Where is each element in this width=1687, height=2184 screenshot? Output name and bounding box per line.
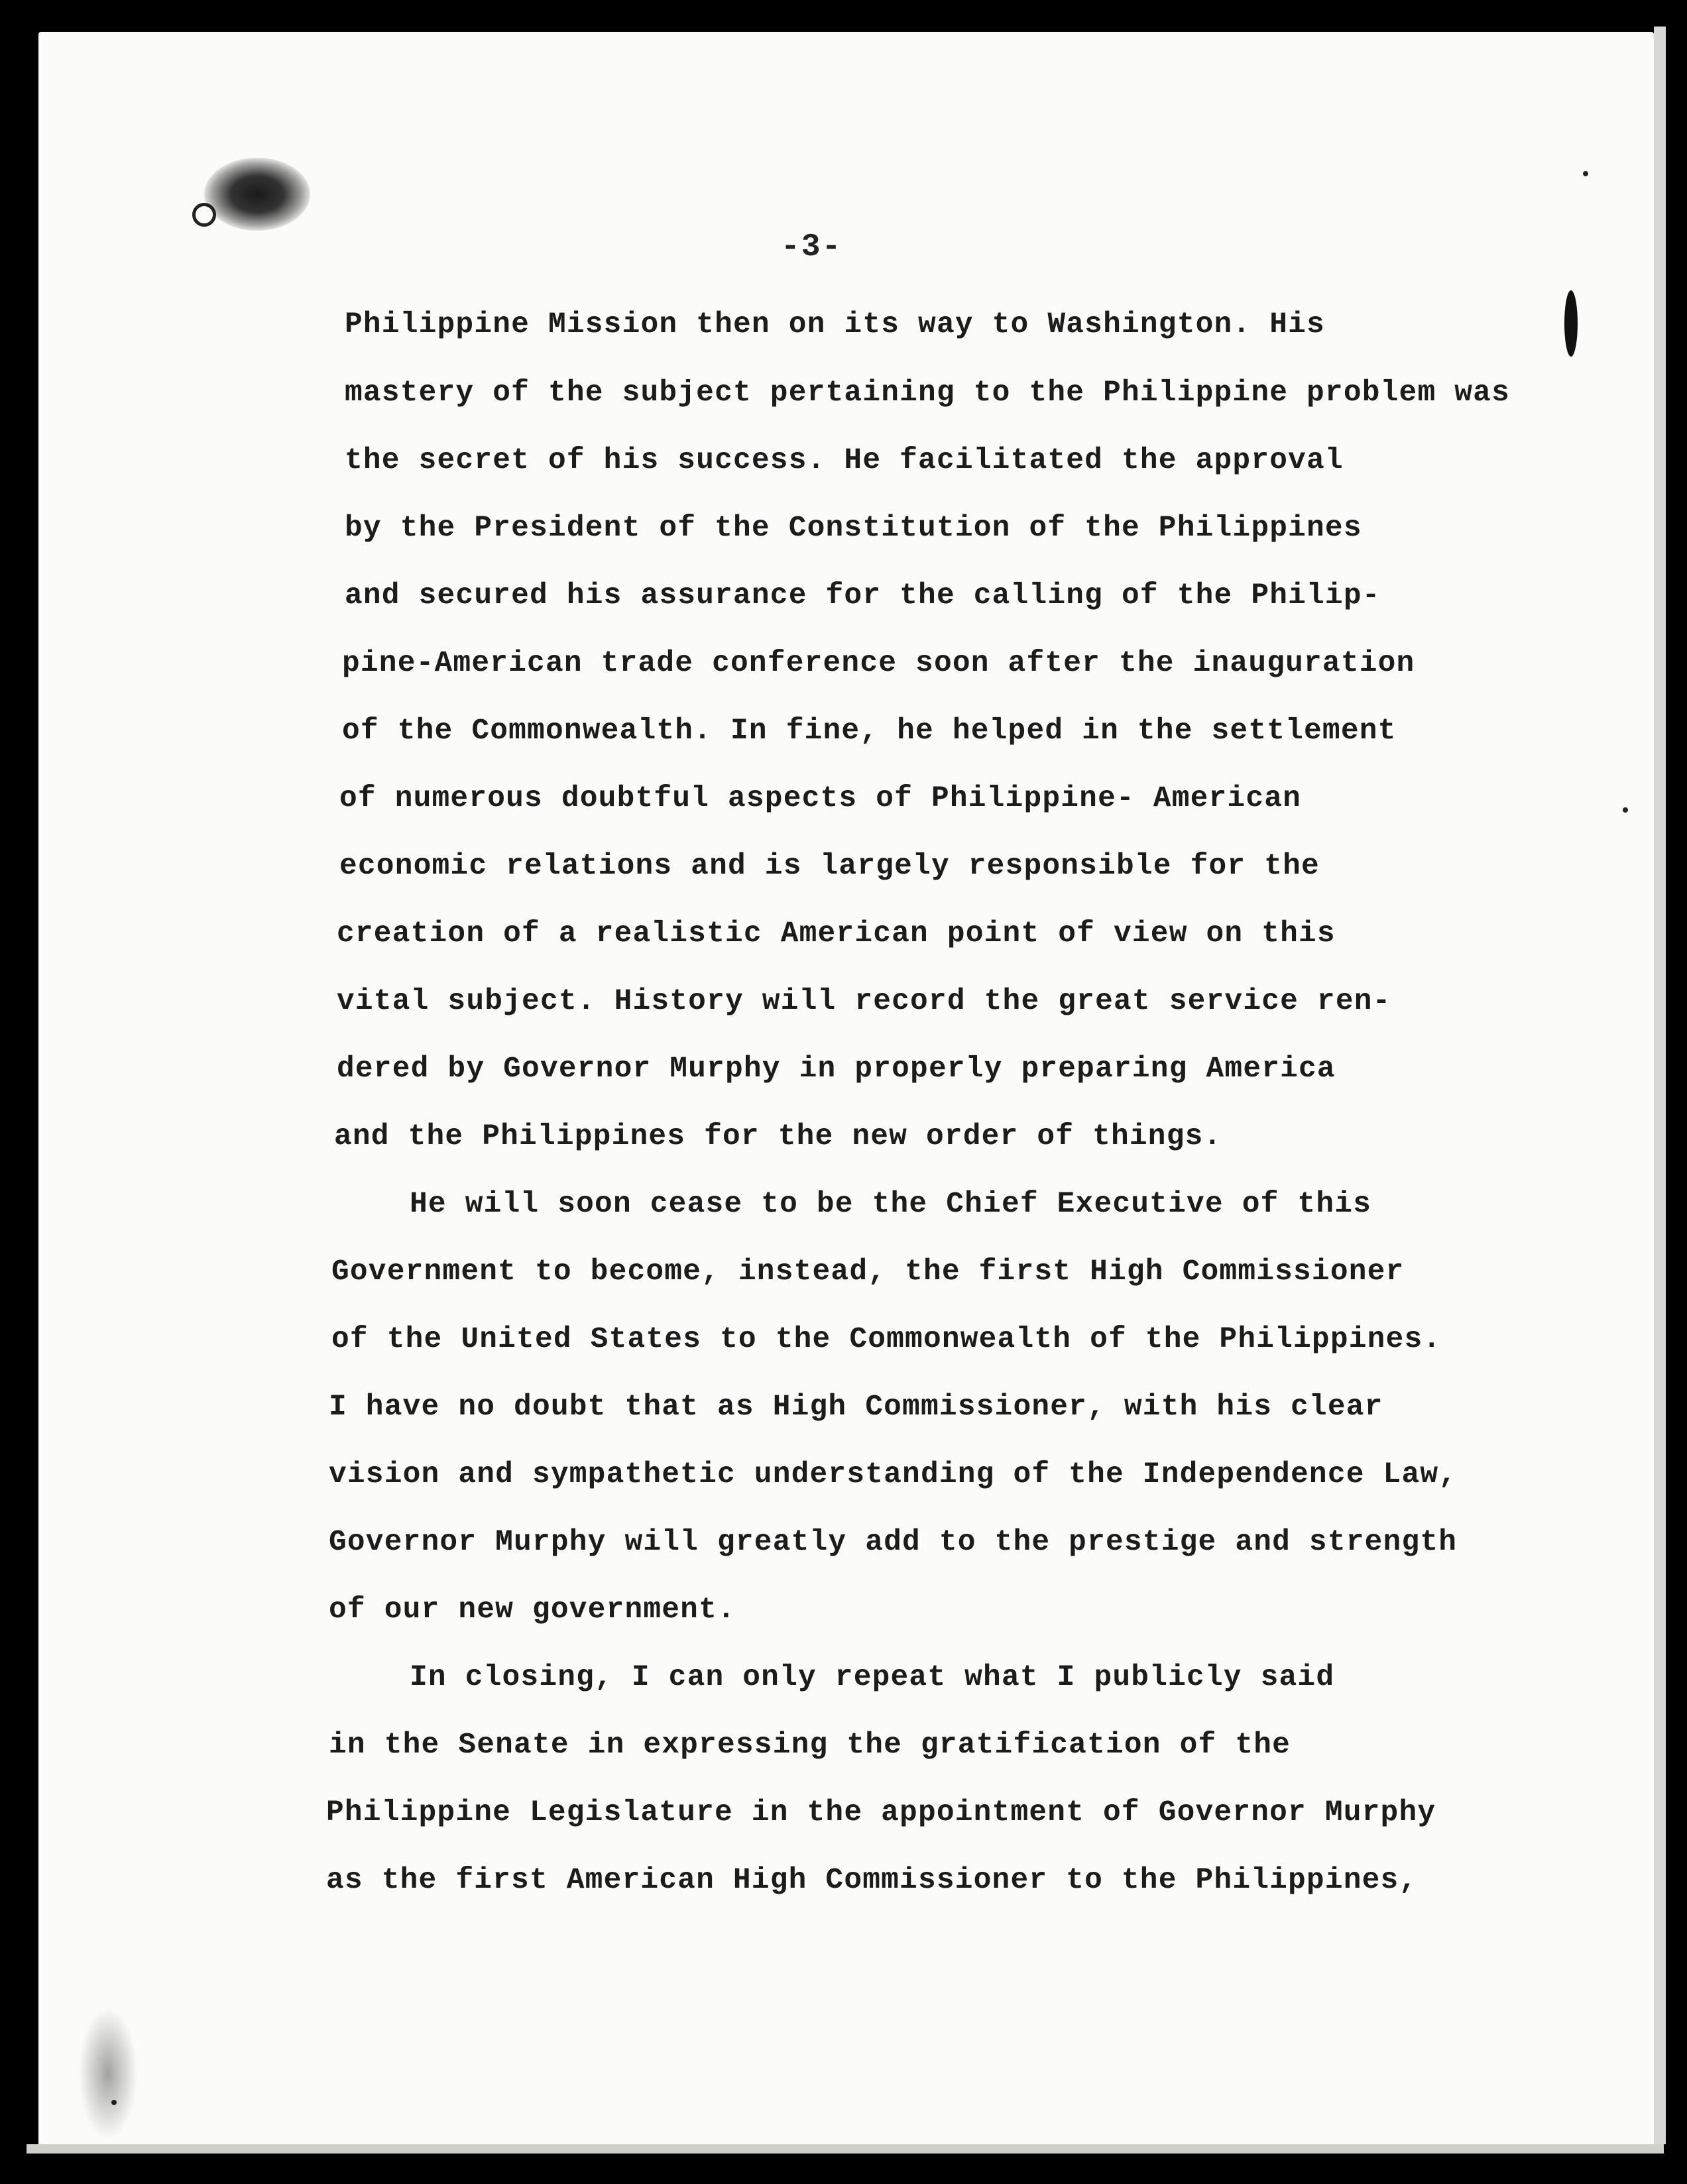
speck (1623, 807, 1628, 813)
text-line: In closing, I can only repeat what I publicly said (410, 1661, 1335, 1694)
text-line: pine-American trade conference soon after the inauguration (342, 647, 1415, 680)
text-line: and the Philippines for the new order of things. (334, 1120, 1222, 1153)
text-line: the secret of his success. He facilitated the approval (345, 444, 1344, 477)
text-line: of the Commonwealth. In fine, he helped in the settlement (342, 715, 1397, 748)
text-line: creation of a realistic American point of view on this (337, 917, 1336, 950)
text-line: Philippine Legislature in the appointment of Governor Murphy (326, 1796, 1436, 1829)
edge-smudge (78, 2007, 138, 2140)
text-line: mastery of the subject pertaining to the Philippine problem was (345, 376, 1510, 410)
text-line: of the United States to the Commonwealth of the Philippines. (331, 1323, 1442, 1356)
text-line: I have no doubt that as High Commissioner, with his clear (329, 1391, 1383, 1424)
text-line: by the President of the Constitution of the Philippines (345, 512, 1362, 545)
document-page (38, 32, 1654, 2146)
text-line: of numerous doubtful aspects of Philippine- American (339, 782, 1302, 815)
text-line: dered by Governor Murphy in properly preparing America (337, 1053, 1336, 1086)
ink-mark (1564, 290, 1578, 357)
text-line: vital subject. History will record the great service ren- (337, 985, 1391, 1018)
speck (1583, 171, 1588, 176)
text-line: of our new government. (329, 1593, 736, 1627)
text-line: Philippine Mission then on its way to Washington. His (345, 308, 1325, 341)
text-line: Governor Murphy will greatly add to the prestige and strength (329, 1526, 1458, 1559)
punch-hole (192, 203, 216, 227)
speck (111, 2100, 117, 2105)
text-line: He will soon cease to be the Chief Executive of this (410, 1188, 1372, 1221)
page-number: -3- (781, 229, 843, 265)
text-line: Government to become, instead, the first High Commissioner (331, 1255, 1405, 1289)
ink-smudge (204, 158, 310, 231)
text-line: in the Senate in expressing the gratification of the (329, 1729, 1291, 1762)
page-edge (27, 2144, 1664, 2154)
text-line: and secured his assurance for the calling of the Philip- (345, 579, 1381, 612)
text-line: vision and sympathetic understanding of the Independence Law, (329, 1458, 1458, 1491)
page-edge (1654, 27, 1666, 2144)
text-line: as the first American High Commissioner to the Philippines, (326, 1864, 1418, 1897)
text-line: economic relations and is largely responsible for the (339, 850, 1320, 883)
